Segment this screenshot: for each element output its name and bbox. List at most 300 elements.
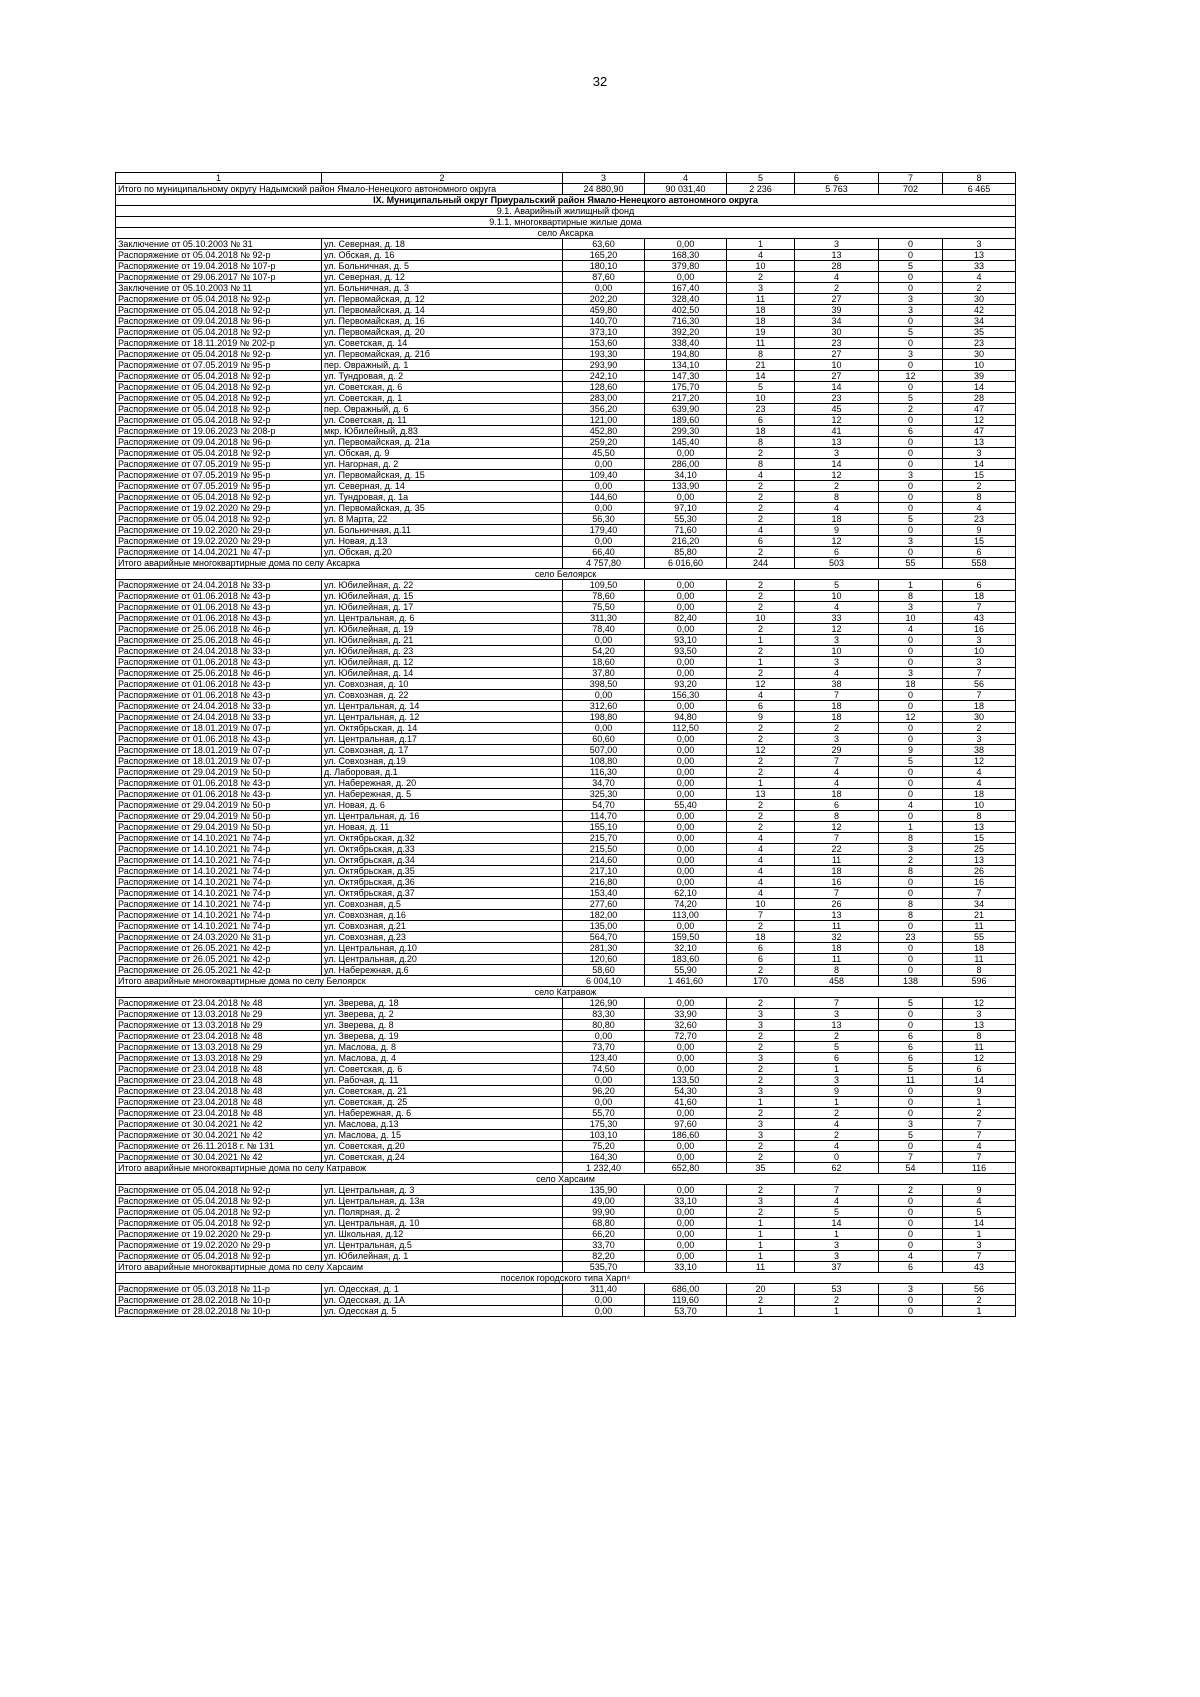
- table-row: [116, 932, 1016, 943]
- count-cell: 23: [795, 338, 879, 349]
- total-label: Итого аварийные многоквартирные дома по селу Белоярск: [116, 976, 563, 987]
- document-cell: Распоряжение от 23.04.2018 № 48: [116, 1075, 322, 1086]
- address-cell: ул. Центральная, д. 14: [322, 701, 563, 712]
- table-row: [116, 844, 1016, 855]
- count-cell: 7: [943, 602, 1016, 613]
- count-cell: 12: [795, 470, 879, 481]
- document-cell: Распоряжение от 18.01.2019 № 07-р: [116, 723, 322, 734]
- area-cell: 242,10: [563, 371, 645, 382]
- count-cell: 2: [727, 723, 795, 734]
- address-cell: ул. Новая, д. 6: [322, 800, 563, 811]
- area-cell: 0,00: [563, 635, 645, 646]
- address-cell: пер. Овражный, д. 1: [322, 360, 563, 371]
- document-cell: Распоряжение от 29.04.2019 № 50-р: [116, 811, 322, 822]
- document-cell: Распоряжение от 05.04.2018 № 92-р: [116, 382, 322, 393]
- table-row: [116, 1295, 1016, 1306]
- table-row: [116, 1020, 1016, 1031]
- document-cell: Распоряжение от 14.10.2021 № 74-р: [116, 921, 322, 932]
- count-cell: 9: [795, 1086, 879, 1097]
- count-cell: 4: [727, 866, 795, 877]
- table-row: [116, 283, 1016, 294]
- area-cell: 167,40: [645, 283, 727, 294]
- area-cell: 214,60: [563, 855, 645, 866]
- count-cell: 4: [727, 855, 795, 866]
- total-value: 6 465: [943, 184, 1016, 195]
- area-cell: 183,60: [645, 954, 727, 965]
- area-cell: 281,30: [563, 943, 645, 954]
- column-number: 5: [727, 173, 795, 184]
- total-value: 244: [727, 558, 795, 569]
- count-cell: 10: [727, 613, 795, 624]
- table-row: [116, 1108, 1016, 1119]
- total-value: 35: [727, 1163, 795, 1174]
- count-cell: 0: [879, 965, 943, 976]
- count-cell: 3: [795, 448, 879, 459]
- count-cell: 11: [943, 954, 1016, 965]
- total-value: 503: [795, 558, 879, 569]
- count-cell: 1: [795, 1306, 879, 1317]
- area-cell: 0,00: [645, 877, 727, 888]
- table-row: [116, 591, 1016, 602]
- count-cell: 2: [879, 855, 943, 866]
- document-cell: Распоряжение от 01.06.2018 № 43-р: [116, 690, 322, 701]
- area-cell: 0,00: [645, 833, 727, 844]
- count-cell: 12: [879, 371, 943, 382]
- count-cell: 8: [727, 437, 795, 448]
- document-cell: Распоряжение от 14.10.2021 № 74-р: [116, 866, 322, 877]
- count-cell: 13: [943, 855, 1016, 866]
- address-cell: ул. Центральная, д.10: [322, 943, 563, 954]
- count-cell: 9: [943, 525, 1016, 536]
- area-cell: 94,80: [645, 712, 727, 723]
- document-cell: Распоряжение от 09.04.2018 № 96-р: [116, 316, 322, 327]
- area-cell: 56,30: [563, 514, 645, 525]
- address-cell: ул. Юбилейная, д. 21: [322, 635, 563, 646]
- address-cell: ул. Центральная, д. 10: [322, 1218, 563, 1229]
- section-title: поселок городского типа Харп⁴: [116, 1273, 1016, 1284]
- total-value: 4 757,80: [563, 558, 645, 569]
- document-cell: Распоряжение от 23.04.2018 № 48: [116, 1031, 322, 1042]
- count-cell: 0: [879, 734, 943, 745]
- area-cell: 108,80: [563, 756, 645, 767]
- area-cell: 58,60: [563, 965, 645, 976]
- address-cell: ул. Обская, д. 9: [322, 448, 563, 459]
- address-cell: ул. Полярная, д. 2: [322, 1207, 563, 1218]
- document-cell: Распоряжение от 19.02.2020 № 29-р: [116, 503, 322, 514]
- page-number: 32: [592, 74, 608, 89]
- count-cell: 0: [879, 789, 943, 800]
- area-cell: 379,80: [645, 261, 727, 272]
- area-cell: 392,20: [645, 327, 727, 338]
- document-cell: Распоряжение от 24.04.2018 № 33-р: [116, 580, 322, 591]
- document-cell: Распоряжение от 24.04.2018 № 33-р: [116, 712, 322, 723]
- count-cell: 0: [879, 1306, 943, 1317]
- area-cell: 217,10: [563, 866, 645, 877]
- count-cell: 30: [943, 712, 1016, 723]
- count-cell: 3: [879, 536, 943, 547]
- area-cell: 0,00: [563, 481, 645, 492]
- count-cell: 7: [795, 833, 879, 844]
- area-cell: 116,30: [563, 767, 645, 778]
- address-cell: мкр. Юбилейный, д.83: [322, 426, 563, 437]
- count-cell: 2: [727, 800, 795, 811]
- address-cell: ул. Школьная, д.12: [322, 1229, 563, 1240]
- area-cell: 144,60: [563, 492, 645, 503]
- count-cell: 0: [879, 448, 943, 459]
- area-cell: 311,40: [563, 1284, 645, 1295]
- count-cell: 4: [879, 800, 943, 811]
- count-cell: 0: [879, 811, 943, 822]
- count-cell: 5: [879, 998, 943, 1009]
- table-row: [116, 1251, 1016, 1262]
- subtotal-row: [116, 1262, 1016, 1273]
- area-cell: 49,00: [563, 1196, 645, 1207]
- total-value: 535,70: [563, 1262, 645, 1273]
- count-cell: 3: [879, 668, 943, 679]
- section-title: IX. Муниципальный округ Приуральский район Ямало-Ненецкого автономного округа: [116, 195, 1016, 206]
- count-cell: 3: [943, 1009, 1016, 1020]
- area-cell: 0,00: [645, 1053, 727, 1064]
- area-cell: 0,00: [645, 701, 727, 712]
- total-value: 652,80: [645, 1163, 727, 1174]
- address-cell: ул. Октябрьская, д.36: [322, 877, 563, 888]
- area-cell: 66,20: [563, 1229, 645, 1240]
- total-value: 2 236: [727, 184, 795, 195]
- document-cell: Распоряжение от 14.04.2021 № 47-р: [116, 547, 322, 558]
- count-cell: 3: [727, 1086, 795, 1097]
- document-cell: Распоряжение от 29.04.2019 № 50-р: [116, 767, 322, 778]
- count-cell: 18: [943, 789, 1016, 800]
- count-cell: 29: [795, 745, 879, 756]
- count-cell: 11: [727, 338, 795, 349]
- count-cell: 0: [879, 1207, 943, 1218]
- document-cell: Распоряжение от 05.04.2018 № 92-р: [116, 404, 322, 415]
- table-row: [116, 701, 1016, 712]
- table-row: [116, 1053, 1016, 1064]
- count-cell: 2: [727, 503, 795, 514]
- area-cell: 133,90: [645, 481, 727, 492]
- count-cell: 10: [795, 360, 879, 371]
- area-cell: 33,90: [645, 1009, 727, 1020]
- area-cell: 60,60: [563, 734, 645, 745]
- area-cell: 0,00: [645, 745, 727, 756]
- count-cell: 0: [879, 1240, 943, 1251]
- count-cell: 3: [795, 1251, 879, 1262]
- area-cell: 0,00: [645, 1218, 727, 1229]
- count-cell: 21: [727, 360, 795, 371]
- area-cell: 198,80: [563, 712, 645, 723]
- document-cell: Распоряжение от 26.05.2021 № 42-р: [116, 965, 322, 976]
- area-cell: 0,00: [563, 1075, 645, 1086]
- count-cell: 8: [795, 492, 879, 503]
- count-cell: 8: [943, 811, 1016, 822]
- address-cell: ул. Октябрьская, д.37: [322, 888, 563, 899]
- count-cell: 3: [727, 283, 795, 294]
- document-cell: Распоряжение от 01.06.2018 № 43-р: [116, 778, 322, 789]
- area-cell: 87,60: [563, 272, 645, 283]
- area-cell: 34,70: [563, 778, 645, 789]
- count-cell: 5: [943, 1207, 1016, 1218]
- district-heading: [116, 195, 1016, 206]
- area-cell: 283,00: [563, 393, 645, 404]
- address-cell: ул. Советская, д. 14: [322, 338, 563, 349]
- area-cell: 0,00: [645, 1251, 727, 1262]
- count-cell: 2: [795, 723, 879, 734]
- area-cell: 33,10: [645, 1196, 727, 1207]
- area-cell: 68,80: [563, 1218, 645, 1229]
- area-cell: 0,00: [645, 1141, 727, 1152]
- table-row: [116, 712, 1016, 723]
- count-cell: 2: [727, 811, 795, 822]
- area-cell: 71,60: [645, 525, 727, 536]
- address-cell: ул. Первомайская, д. 12: [322, 294, 563, 305]
- count-cell: 28: [795, 261, 879, 272]
- count-cell: 15: [943, 536, 1016, 547]
- total-value: 5 763: [795, 184, 879, 195]
- count-cell: 16: [795, 877, 879, 888]
- document-cell: Распоряжение от 01.06.2018 № 43-р: [116, 613, 322, 624]
- count-cell: 19: [727, 327, 795, 338]
- count-cell: 2: [727, 1108, 795, 1119]
- area-cell: 277,60: [563, 899, 645, 910]
- count-cell: 10: [727, 393, 795, 404]
- count-cell: 6: [727, 701, 795, 712]
- address-cell: ул. Юбилейная, д. 22: [322, 580, 563, 591]
- count-cell: 7: [795, 888, 879, 899]
- address-cell: ул. Октябрьская, д.35: [322, 866, 563, 877]
- area-cell: 55,40: [645, 800, 727, 811]
- area-cell: 75,50: [563, 602, 645, 613]
- count-cell: 5: [879, 327, 943, 338]
- count-cell: 2: [795, 481, 879, 492]
- count-cell: 6: [943, 580, 1016, 591]
- count-cell: 6: [879, 1053, 943, 1064]
- count-cell: 39: [943, 371, 1016, 382]
- table-row: [116, 778, 1016, 789]
- document-cell: Распоряжение от 28.02.2018 № 10-р: [116, 1295, 322, 1306]
- count-cell: 2: [727, 448, 795, 459]
- area-cell: 186,60: [645, 1130, 727, 1141]
- total-value: 6 004,10: [563, 976, 645, 987]
- table-row: [116, 525, 1016, 536]
- count-cell: 11: [879, 1075, 943, 1086]
- count-cell: 2: [727, 646, 795, 657]
- area-cell: 639,90: [645, 404, 727, 415]
- area-cell: 398,50: [563, 679, 645, 690]
- count-cell: 14: [943, 1218, 1016, 1229]
- count-cell: 3: [795, 657, 879, 668]
- count-cell: 3: [943, 657, 1016, 668]
- table-row: [116, 866, 1016, 877]
- count-cell: 7: [879, 1152, 943, 1163]
- address-cell: ул. Советская, д. 6: [322, 1064, 563, 1075]
- count-cell: 0: [879, 646, 943, 657]
- table-row: [116, 888, 1016, 899]
- count-cell: 5: [795, 1207, 879, 1218]
- subtotal-row: [116, 976, 1016, 987]
- area-cell: 452,80: [563, 426, 645, 437]
- total-value: 458: [795, 976, 879, 987]
- table-row: [116, 503, 1016, 514]
- address-cell: ул. Юбилейная, д. 19: [322, 624, 563, 635]
- count-cell: 18: [795, 866, 879, 877]
- section-title: село Аксарка: [116, 228, 1016, 239]
- document-cell: Распоряжение от 07.05.2019 № 95-р: [116, 481, 322, 492]
- count-cell: 11: [795, 921, 879, 932]
- count-cell: 1: [727, 1240, 795, 1251]
- area-cell: 175,70: [645, 382, 727, 393]
- count-cell: 0: [879, 877, 943, 888]
- section-heading: [116, 987, 1016, 998]
- count-cell: 2: [943, 723, 1016, 734]
- count-cell: 8: [879, 591, 943, 602]
- address-cell: ул. Совхозная, д. 10: [322, 679, 563, 690]
- table-row: [116, 1240, 1016, 1251]
- document-cell: Распоряжение от 23.04.2018 № 48: [116, 1097, 322, 1108]
- area-cell: 0,00: [563, 1097, 645, 1108]
- total-value: 62: [795, 1163, 879, 1174]
- table-row: [116, 1097, 1016, 1108]
- document-cell: Распоряжение от 05.04.2018 № 92-р: [116, 1185, 322, 1196]
- section-heading: [116, 206, 1016, 217]
- count-cell: 0: [879, 239, 943, 250]
- count-cell: 7: [943, 690, 1016, 701]
- area-cell: 155,10: [563, 822, 645, 833]
- area-cell: 72,70: [645, 1031, 727, 1042]
- area-cell: 175,30: [563, 1119, 645, 1130]
- count-cell: 14: [795, 459, 879, 470]
- count-cell: 2: [943, 283, 1016, 294]
- address-cell: ул. Первомайская, д. 16: [322, 316, 563, 327]
- document-cell: Распоряжение от 23.04.2018 № 48: [116, 1108, 322, 1119]
- count-cell: 10: [943, 646, 1016, 657]
- address-cell: ул. Маслова, д. 8: [322, 1042, 563, 1053]
- table-header-row: [116, 173, 1016, 184]
- table-row: [116, 1064, 1016, 1075]
- document-cell: Распоряжение от 25.06.2018 № 46-р: [116, 635, 322, 646]
- count-cell: 12: [943, 1053, 1016, 1064]
- count-cell: 6: [795, 800, 879, 811]
- section-title: 9.1. Аварийный жилищный фонд: [116, 206, 1016, 217]
- section-title: село Белоярск: [116, 569, 1016, 580]
- count-cell: 2: [727, 1295, 795, 1306]
- address-cell: ул. Советская, д. 11: [322, 415, 563, 426]
- table-row: [116, 1284, 1016, 1295]
- count-cell: 18: [943, 591, 1016, 602]
- area-cell: 159,50: [645, 932, 727, 943]
- count-cell: 8: [943, 965, 1016, 976]
- count-cell: 5: [795, 580, 879, 591]
- document-cell: Распоряжение от 26.11.2018 г. № 131: [116, 1141, 322, 1152]
- count-cell: 2: [727, 1152, 795, 1163]
- count-cell: 4: [795, 1119, 879, 1130]
- count-cell: 10: [879, 613, 943, 624]
- table-row: [116, 481, 1016, 492]
- count-cell: 3: [795, 1075, 879, 1086]
- count-cell: 0: [879, 943, 943, 954]
- count-cell: 8: [879, 899, 943, 910]
- document-cell: Распоряжение от 05.04.2018 № 92-р: [116, 1218, 322, 1229]
- count-cell: 5: [879, 393, 943, 404]
- table-row: [116, 833, 1016, 844]
- address-cell: ул. Нагорная, д. 2: [322, 459, 563, 470]
- area-cell: 74,20: [645, 899, 727, 910]
- table-row: [116, 1141, 1016, 1152]
- address-cell: ул. Маслова, д. 15: [322, 1130, 563, 1141]
- area-cell: 32,10: [645, 943, 727, 954]
- area-cell: 0,00: [563, 459, 645, 470]
- table-row: [116, 437, 1016, 448]
- count-cell: 7: [943, 1152, 1016, 1163]
- housing-table: [115, 172, 1016, 1317]
- count-cell: 2: [727, 1141, 795, 1152]
- count-cell: 12: [795, 415, 879, 426]
- document-cell: Распоряжение от 05.04.2018 № 92-р: [116, 415, 322, 426]
- count-cell: 1: [727, 1229, 795, 1240]
- count-cell: 13: [795, 437, 879, 448]
- total-value: 6 016,60: [645, 558, 727, 569]
- count-cell: 39: [795, 305, 879, 316]
- address-cell: ул. Октябрьская, д.32: [322, 833, 563, 844]
- count-cell: 2: [727, 602, 795, 613]
- count-cell: 11: [943, 921, 1016, 932]
- count-cell: 18: [879, 679, 943, 690]
- total-label: Итого аварийные многоквартирные дома по селу Аксарка: [116, 558, 563, 569]
- area-cell: 96,20: [563, 1086, 645, 1097]
- count-cell: 8: [727, 459, 795, 470]
- total-value: 596: [943, 976, 1016, 987]
- count-cell: 0: [879, 954, 943, 965]
- count-cell: 1: [727, 635, 795, 646]
- address-cell: ул. Одесская, д. 1А: [322, 1295, 563, 1306]
- table-row: [116, 1229, 1016, 1240]
- table-row: [116, 789, 1016, 800]
- address-cell: ул. Юбилейная, д. 23: [322, 646, 563, 657]
- document-cell: Распоряжение от 01.06.2018 № 43-р: [116, 657, 322, 668]
- document-cell: Распоряжение от 05.04.2018 № 92-р: [116, 1196, 322, 1207]
- count-cell: 3: [943, 1240, 1016, 1251]
- count-cell: 2: [943, 1108, 1016, 1119]
- table-row: [116, 338, 1016, 349]
- address-cell: ул. 8 Марта, 22: [322, 514, 563, 525]
- count-cell: 1: [879, 822, 943, 833]
- count-cell: 0: [879, 657, 943, 668]
- document-cell: Распоряжение от 13.03.2018 № 29: [116, 1042, 322, 1053]
- count-cell: 2: [795, 1130, 879, 1141]
- count-cell: 38: [943, 745, 1016, 756]
- document-cell: Распоряжение от 07.05.2019 № 95-р: [116, 360, 322, 371]
- count-cell: 0: [879, 481, 943, 492]
- area-cell: 259,20: [563, 437, 645, 448]
- total-value: 90 031,40: [645, 184, 727, 195]
- address-cell: ул. Юбилейная, д. 17: [322, 602, 563, 613]
- document-cell: Распоряжение от 23.04.2018 № 48: [116, 1064, 322, 1075]
- document-cell: Распоряжение от 14.10.2021 № 74-р: [116, 888, 322, 899]
- area-cell: 153,40: [563, 888, 645, 899]
- count-cell: 34: [943, 899, 1016, 910]
- address-cell: д. Лаборовая, д.1: [322, 767, 563, 778]
- address-cell: ул. Центральная, д.17: [322, 734, 563, 745]
- area-cell: 103,10: [563, 1130, 645, 1141]
- count-cell: 14: [943, 382, 1016, 393]
- area-cell: 73,70: [563, 1042, 645, 1053]
- count-cell: 2: [727, 514, 795, 525]
- count-cell: 4: [795, 503, 879, 514]
- count-cell: 0: [879, 778, 943, 789]
- count-cell: 6: [879, 1042, 943, 1053]
- table-row: [116, 910, 1016, 921]
- count-cell: 0: [879, 1141, 943, 1152]
